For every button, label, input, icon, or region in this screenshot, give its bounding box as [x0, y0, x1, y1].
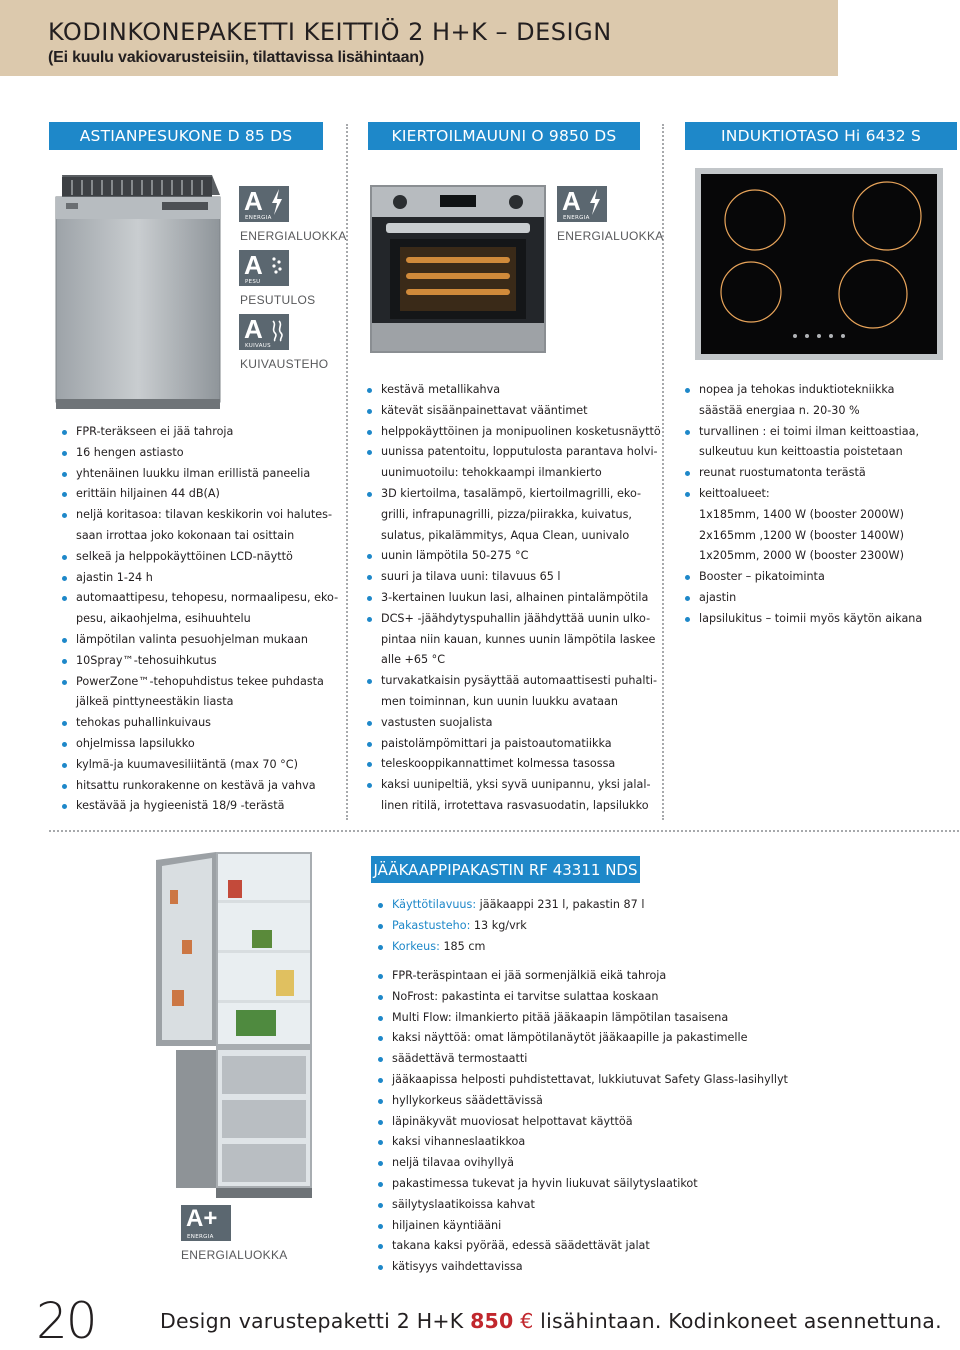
wash-result-caption: PESUTULOS [240, 293, 316, 307]
energy-class-caption: ENERGIALUOKKA [240, 229, 347, 243]
list-item: alle +65 °C [381, 653, 446, 667]
list-item: turvallinen : ei toimi ilman keittoastiaa, [685, 422, 922, 443]
spec-value: jääkaappi 231 l, pakastin 87 l [479, 898, 645, 911]
list-item [378, 895, 644, 916]
list-item: 10Spray™-tehosuihkutus [62, 651, 338, 672]
list-item: kätisyys vaihdettavissa [378, 1257, 788, 1278]
list-item [378, 937, 644, 958]
list-item: 3-kertainen luukun lasi, alhainen pintalämpötila [367, 588, 661, 609]
list-item: lapsilukitus – toimii myös käytön aikana [685, 609, 922, 630]
list-item: vastusten suojalista [367, 713, 661, 734]
list-item: ohjelmissa lapsilukko [62, 734, 338, 755]
list-item: yhtenäinen luukku ilman erillistä paneelia [62, 464, 338, 485]
list-item: suuri ja tilava uuni: tilavuus 65 l [367, 567, 661, 588]
list-item: Multi Flow: ilmankierto pitää jääkaapin lämpötilan tasaisena [378, 1008, 788, 1029]
list-item: neljä koritasoa: tilavan keskikorin voi halutes- [62, 505, 338, 526]
list-item: selkeä ja helppokäyttöinen LCD-näyttö [62, 547, 338, 568]
list-item: hyllykorkeus säädettävissä [378, 1091, 788, 1112]
footer-text-before: Design varustepaketti 2 H+K [160, 1309, 464, 1333]
fridge-energy-class-caption: ENERGIALUOKKA [181, 1248, 288, 1262]
list-item: säilytyslaatikoissa kahvat [378, 1195, 788, 1216]
footer-currency: € [520, 1309, 534, 1333]
list-item: pakastimessa tukevat ja hyvin liukuvat säilytyslaatikot [378, 1174, 788, 1195]
spec-value: 13 kg/vrk [473, 918, 527, 932]
induction-hob-image [695, 168, 943, 360]
spec-key: Pakastusteho: [392, 918, 471, 932]
footer-text-after: lisähintaan. Kodinkoneet asennettuna. [540, 1309, 942, 1333]
list-item: läpinäkyvät muoviosat helpottavat käyttöä [378, 1112, 788, 1133]
wash-result-badge: A PESU [239, 250, 289, 286]
induction-heading: INDUKTIOTASO Hi 6432 S [685, 122, 957, 150]
list-item: kylmä-ja kuumavesiliitäntä (max 70 °C) [62, 755, 338, 776]
list-item: FPR-teräspintaan ei jää sormenjälkiä eikä tahroja [378, 966, 788, 987]
list-item: uunimuotoilu: tehokkaampi ilmankierto [381, 466, 602, 480]
list-item: säästää energiaa n. 20-30 % [699, 403, 860, 417]
footer-price: 850 [470, 1309, 514, 1333]
list-item: uunin lämpötila 50-275 °C [367, 546, 661, 567]
page-number: 20 [36, 1292, 96, 1350]
list-item: sulkeutuu kun keittoastia poistetaan [699, 445, 903, 459]
list-item: sulatus, pikalämmitys, Aqua Clean, uunivalo [381, 528, 630, 542]
fridge-feature-list [378, 966, 788, 1278]
list-item: kaksi näyttöä: omat lämpötilanäytöt jääkaapille ja pakastimelle [378, 1028, 788, 1049]
list-item: erittäin hiljainen 44 dB(A) [62, 484, 338, 505]
page-title: KODINKONEPAKETTI KEITTIÖ 2 H+K – DESIGN [48, 18, 612, 46]
oven-image [370, 185, 546, 353]
list-item: grilli, infrapunagrilli, pizza/piirakka, kuivatus, [381, 507, 632, 521]
list-item: kätevät sisäänpainettavat vääntimet [367, 401, 661, 422]
list-item: teleskooppikannattimet kolmessa tasossa [367, 754, 661, 775]
oven-energy-class-badge: A ENERGIA [557, 186, 607, 222]
list-item: 2x165mm ,1200 W (booster 1400W) [699, 528, 904, 542]
list-item: PowerZone™-tehopuhdistus tekee puhdasta [62, 672, 338, 693]
list-item: NoFrost: pakastinta ei tarvitse sulattaa koskaan [378, 987, 788, 1008]
spec-value: 185 cm [443, 939, 486, 953]
spec-key: Käyttötilavuus: [392, 898, 477, 911]
list-item: kestävää ja hygieenistä 18/9 -terästä [62, 796, 338, 817]
list-item: linen ritilä, irrotettava rasvasuodatin, lapsilukko [381, 798, 649, 812]
list-item: men toiminnan, kun uunin luukku avataan [381, 694, 618, 708]
drying-caption: KUIVAUSTEHO [240, 357, 329, 371]
list-item: kestävä metallikahva [367, 380, 661, 401]
dishwasher-heading: ASTIANPESUKONE D 85 DS [49, 122, 323, 150]
list-item: DCS+ -jäähdytyspuhallin jäähdyttää uunin ulko- [367, 609, 661, 630]
oven-energy-class-caption: ENERGIALUOKKA [557, 229, 664, 243]
list-item: ajastin 1-24 h [62, 568, 338, 589]
list-item: FPR-teräkseen ei jää tahroja [62, 422, 338, 443]
list-item: automaattipesu, tehopesu, normaalipesu, eko- [62, 588, 338, 609]
list-item: paistolämpömittari ja paistoautomatiikka [367, 734, 661, 755]
list-item: kaksi uunipeltiä, yksi syvä uunipannu, yksi jalal- [367, 775, 661, 796]
list-item: keittoalueet: [685, 484, 922, 505]
induction-feature-list [685, 380, 922, 630]
list-item: 1x205mm, 2000 W (booster 2300W) [699, 549, 904, 563]
list-item: jääkaapissa helposti puhdistettavat, lukkiutuvat Safety Glass-lasihyllyt [378, 1070, 788, 1091]
drying-badge: A KUIVAUS [239, 314, 289, 350]
list-item: Booster – pikatoiminta [685, 567, 922, 588]
page-subtitle: (Ei kuulu vakiovarusteisiin, tilattavissa lisähintaan) [48, 49, 424, 66]
dishwasher-image [52, 175, 224, 410]
list-item: säädettävä termostaatti [378, 1049, 788, 1070]
list-item: hitsattu runkorakenne on kestävä ja vahva [62, 776, 338, 797]
list-item: 1x185mm, 1400 W (booster 2000W) [699, 507, 904, 521]
energy-class-badge: A ENERGIA [239, 186, 289, 222]
list-item: turvakatkaisin pysäyttää automaattisesti puhalti- [367, 671, 661, 692]
list-item: hiljainen käyntiääni [378, 1216, 788, 1237]
list-item: pesu, aikaohjelma, esihuuhtelu [76, 612, 251, 626]
list-item: takana kaksi pyörää, edessä säädettävät jalat [378, 1236, 788, 1257]
footer-price-line [160, 1309, 942, 1333]
list-item: neljä tilavaa ovihyllyä [378, 1153, 788, 1174]
oven-heading: KIERTOILMAUUNI O 9850 DS [368, 122, 640, 150]
oven-feature-list [367, 380, 661, 817]
list-item: reunat ruostumatonta terästä [685, 463, 922, 484]
list-item: pintaa niin kauan, kunnes uunin lämpötila laskee [381, 632, 656, 646]
list-item: nopea ja tehokas induktiotekniikka [685, 380, 922, 401]
list-item: tehokas puhallinkuivaus [62, 713, 338, 734]
section-divider [49, 830, 959, 832]
fridge-spec-list [378, 895, 644, 957]
fridge-heading: JÄÄKAAPPIPAKASTIN RF 43311 NDS [371, 856, 640, 883]
list-item: saan irrottaa joko kokonaan tai osittain [76, 528, 295, 542]
list-item: uunissa patentoitu, lopputulosta parantava holvi- [367, 442, 661, 463]
list-item: 3D kiertoilma, tasalämpö, kiertoilmagrilli, eko- [367, 484, 661, 505]
fridge-freezer-image [156, 850, 316, 1200]
list-item [378, 916, 644, 937]
list-item: ajastin [685, 588, 922, 609]
spec-key: Korkeus: [392, 939, 440, 953]
list-item: 16 hengen astiasto [62, 443, 338, 464]
list-item: jälkeä pinttyneestäkin liasta [76, 695, 234, 709]
list-item: kaksi vihanneslaatikkoa [378, 1132, 788, 1153]
dishwasher-feature-list [62, 422, 338, 817]
list-item: lämpötilan valinta pesuohjelman mukaan [62, 630, 338, 651]
fridge-energy-class-badge: A+ ENERGIA [181, 1205, 231, 1241]
list-item: helppokäyttöinen ja monipuolinen kosketusnäyttö [367, 422, 661, 443]
